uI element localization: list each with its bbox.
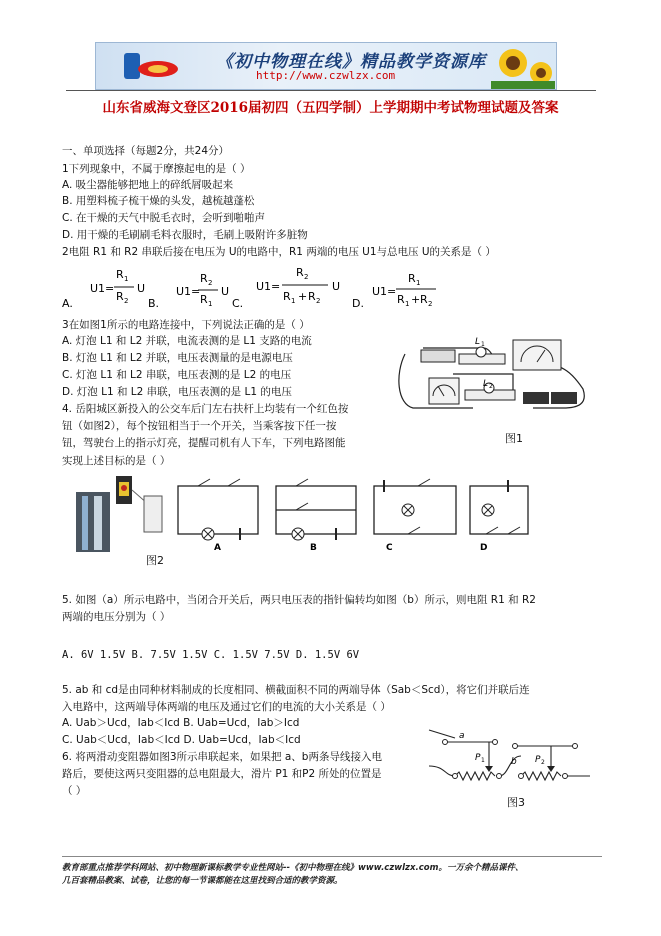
q1-stem: 1下列现象中，不属于摩擦起电的是（ ） [62, 163, 251, 175]
figure-3-rheostats [425, 726, 605, 796]
q5a-options: A. 6V 1.5V B. 7.5V 1.5V C. 1.5V 7.5V D. 1.5V 6V [62, 649, 360, 661]
svg-text:2: 2 [304, 273, 309, 281]
figure-2-circuits [68, 474, 538, 554]
q3-stem: 3在如图1所示的电路连接中，下列说法正确的是（ ） [62, 319, 310, 331]
svg-text:1: 1 [208, 300, 213, 308]
formula-b-left: U1= [176, 285, 201, 298]
svg-text:1: 1 [291, 297, 296, 305]
q3-option-b: B. 灯泡 L1 和 L2 并联，电压表测量的是电源电压 [62, 352, 293, 364]
fig2-choice-d: D [480, 543, 488, 553]
fig1-label-l2: L [483, 379, 489, 389]
formula-d-left: U1= [372, 285, 397, 298]
svg-text:1: 1 [481, 757, 485, 764]
svg-text:1: 1 [416, 279, 421, 287]
svg-text:1: 1 [124, 275, 129, 283]
formula-c-left: U1= [256, 280, 281, 293]
svg-text:R: R [200, 293, 208, 306]
fig2-choice-c: C [386, 543, 393, 553]
svg-text:1: 1 [481, 341, 485, 348]
banner-url[interactable]: http://www.czwlzx.com [256, 69, 396, 82]
svg-text:2: 2 [124, 297, 129, 305]
q1-option-b: B. 用塑料梳子梳干燥的头发，越梳越蓬松 [62, 195, 255, 207]
fig3-label-a: a [459, 731, 465, 741]
q5b-option-cd: C. Uab＜Ucd，Iab＜Icd D. Uab=Ucd，Iab＜Icd [62, 734, 301, 746]
q2-formula-options [60, 262, 460, 314]
svg-text:2: 2 [316, 297, 321, 305]
svg-text:R: R [408, 272, 416, 285]
fig2-choice-b: B [310, 543, 317, 553]
q2-stem: 2电阻 R1 和 R2 串联后接在电压为 U的电路中，R1 两端的电压 U1与总电压 U的关系是（ ） [62, 246, 496, 258]
fig2-choice-a: A [214, 543, 221, 553]
figure-2-caption: 图2 [146, 554, 164, 567]
formula-a-left: U1= [90, 282, 115, 295]
footer [62, 862, 602, 888]
svg-text:R: R [308, 290, 316, 303]
q5b-line-1: 5. ab 和 cd是由同种材料制成的长度相同、横截面积不同的两端导体（Sab＜Scd），将它们并联后连 [62, 684, 530, 696]
banner-title: 《初中物理在线》精品教学资源库 [216, 52, 486, 72]
q1-option-c: C. 在干燥的天气中脱毛衣时，会听到啪啪声 [62, 212, 266, 224]
q3-option-d: D. 灯泡 L1 和 L2 串联，电压表测的是 L1 的电压 [62, 386, 292, 398]
figure-1-circuit-photo [393, 334, 593, 420]
q4-line-3: 钮，驾驶台上的指示灯亮，提醒司机有人下车，下列电路图能 [62, 437, 346, 449]
q2-label-c: C. [232, 297, 244, 310]
svg-text:U: U [221, 285, 230, 298]
fig3-label-p1: P [475, 753, 481, 763]
q4-line-2: 钮（如图2），每个按钮相当于一个开关，当乘客按下任一按 [62, 420, 337, 432]
header-rule [66, 90, 596, 91]
formula-a-num: R [116, 268, 124, 281]
sunflower-icon [491, 43, 555, 89]
footer-rule [62, 856, 602, 857]
q1-option-d: D. 用干燥的毛刷刷毛料衣服时，毛刷上吸附许多脏物 [62, 229, 308, 241]
footer-line-2: 几百套精品教案、试卷，让您的每一节课都能在这里找到合适的教学资源。 [62, 876, 343, 886]
figure-3-caption: 图3 [507, 796, 525, 809]
svg-text:R: R [283, 290, 291, 303]
fig3-label-b: b [511, 757, 517, 767]
q3-option-c: C. 灯泡 L1 和 L2 串联，电压表测的是 L2 的电压 [62, 369, 292, 381]
q2-label-d: D. [352, 297, 364, 310]
svg-text:R: R [420, 293, 428, 306]
logo-icon [118, 47, 188, 85]
svg-text:2: 2 [208, 279, 213, 287]
q2-label-b: B. [148, 297, 160, 310]
svg-text:R: R [200, 272, 208, 285]
formula-a-den: R [116, 290, 124, 303]
svg-text:+: + [298, 290, 308, 303]
svg-text:R: R [397, 293, 405, 306]
svg-text:1: 1 [405, 300, 410, 308]
q5a-line-2: 两端的电压分别为（ ） [62, 611, 171, 623]
q3-option-a: A. 灯泡 L1 和 L2 并联，电流表测的是 L1 支路的电流 [62, 335, 312, 347]
svg-text:R: R [296, 266, 304, 279]
fig3-label-p2: P [535, 755, 541, 765]
svg-text:U: U [137, 282, 146, 295]
svg-text:+: + [411, 293, 421, 306]
q4-line-1: 4. 岳阳城区新投入的公交车后门左右扶杆上均装有一个红色按 [62, 403, 349, 415]
q5b-option-ab: A. Uab＞Ucd，Iab＜Icd B. Uab=Ucd，Iab＞Icd [62, 717, 300, 729]
q6-line-1: 6. 将两滑动变阻器如图3所示串联起来，如果把 a、b两条导线接入电 [62, 751, 382, 763]
header-banner [95, 42, 557, 90]
section-heading: 一、单项选择（每题2分，共24分） [62, 145, 230, 157]
svg-text:U: U [332, 280, 341, 293]
q6-line-3: （ ） [62, 785, 87, 797]
svg-text:2: 2 [489, 383, 493, 390]
q2-label-a: A. [62, 297, 73, 310]
footer-line-1: 教育部重点推荐学科网站、初中物理新课标教学专业性网站--《初中物理在线》www.czwlzx.com。一万余个精品课件、 [62, 863, 524, 873]
figure-1-caption: 图1 [505, 432, 523, 445]
q5a-line-1: 5. 如图（a）所示电路中，当闭合开关后，两只电压表的指针偏转均如图（b）所示，则电阻 R1 和 R2 [62, 594, 536, 606]
fig1-label-l1: L [475, 337, 481, 347]
q4-line-4: 实现上述目标的是（ ） [62, 455, 171, 467]
q6-line-2: 路后，要使这两只变阻器的总电阻最大，滑片 P1 和P2 所处的位置是 [62, 768, 382, 780]
q5b-line-2: 入电路中，这两端导体两端的电压及通过它们的电流的大小关系是（ ） [62, 701, 391, 713]
svg-text:2: 2 [541, 759, 545, 766]
svg-text:2: 2 [428, 300, 433, 308]
q1-option-a: A. 吸尘器能够把地上的碎纸屑吸起来 [62, 179, 234, 191]
page-title: 山东省威海文登区2016届初四（五四学制）上学期期中考试物理试题及答案 [102, 100, 559, 116]
